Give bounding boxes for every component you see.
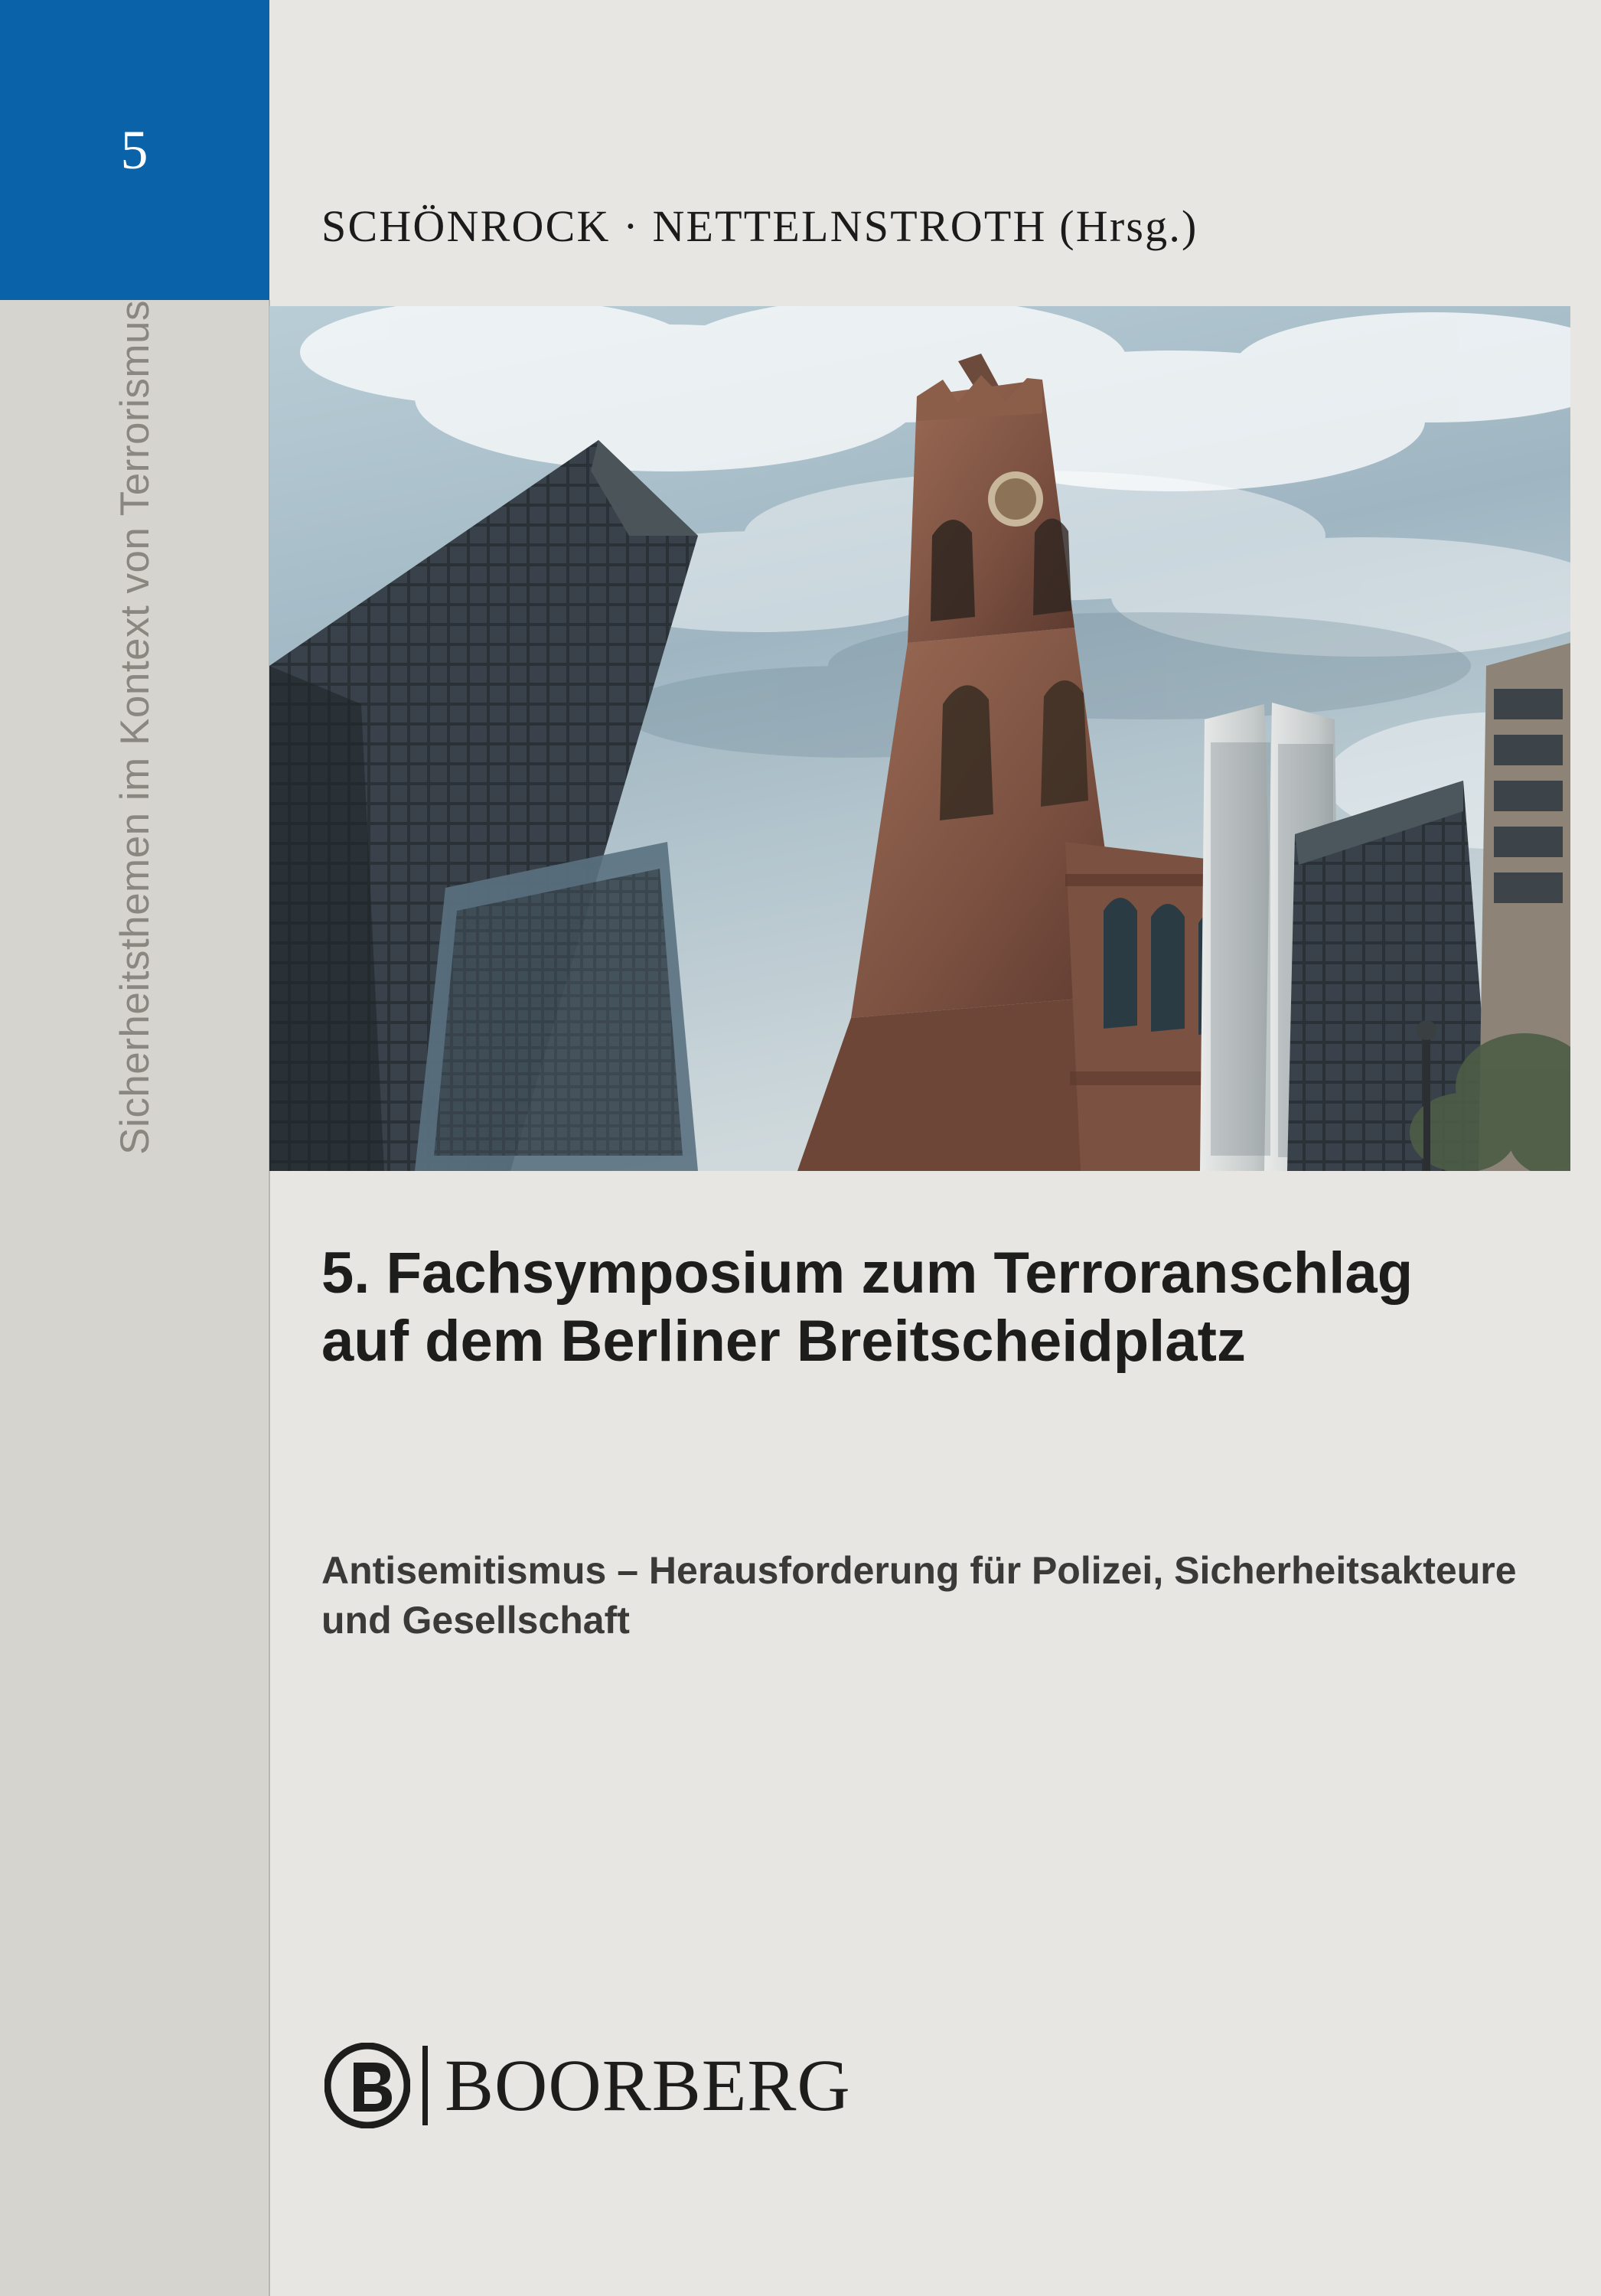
- page-title: 5. Fachsymposium zum Terroranschlag auf dem Berliner Breitscheidplatz: [321, 1241, 1414, 1374]
- publisher-logo: [324, 2036, 851, 2135]
- editors-line: SCHÖNROCK · NETTELNSTROTH (Hrsg.): [321, 201, 1198, 251]
- series-title-container: [0, 300, 269, 2175]
- boorberg-b-icon: [324, 2043, 410, 2128]
- series-number-badge: [0, 0, 269, 300]
- logo-divider: [422, 2046, 428, 2125]
- series-number: 5: [120, 119, 149, 181]
- cover-photo: [269, 306, 1570, 1171]
- series-title: Sicherheitsthemen im Kontext von Terrorismus: [112, 300, 158, 1155]
- page-subtitle: Antisemitismus – Herausforderung für Polizei, Sicherheitsakteure und Gesellschaft: [321, 1549, 1517, 1642]
- cover-photo-illustration: [269, 306, 1570, 1171]
- publisher-name: BOORBERG: [445, 2044, 851, 2126]
- spine-column: [0, 0, 269, 2296]
